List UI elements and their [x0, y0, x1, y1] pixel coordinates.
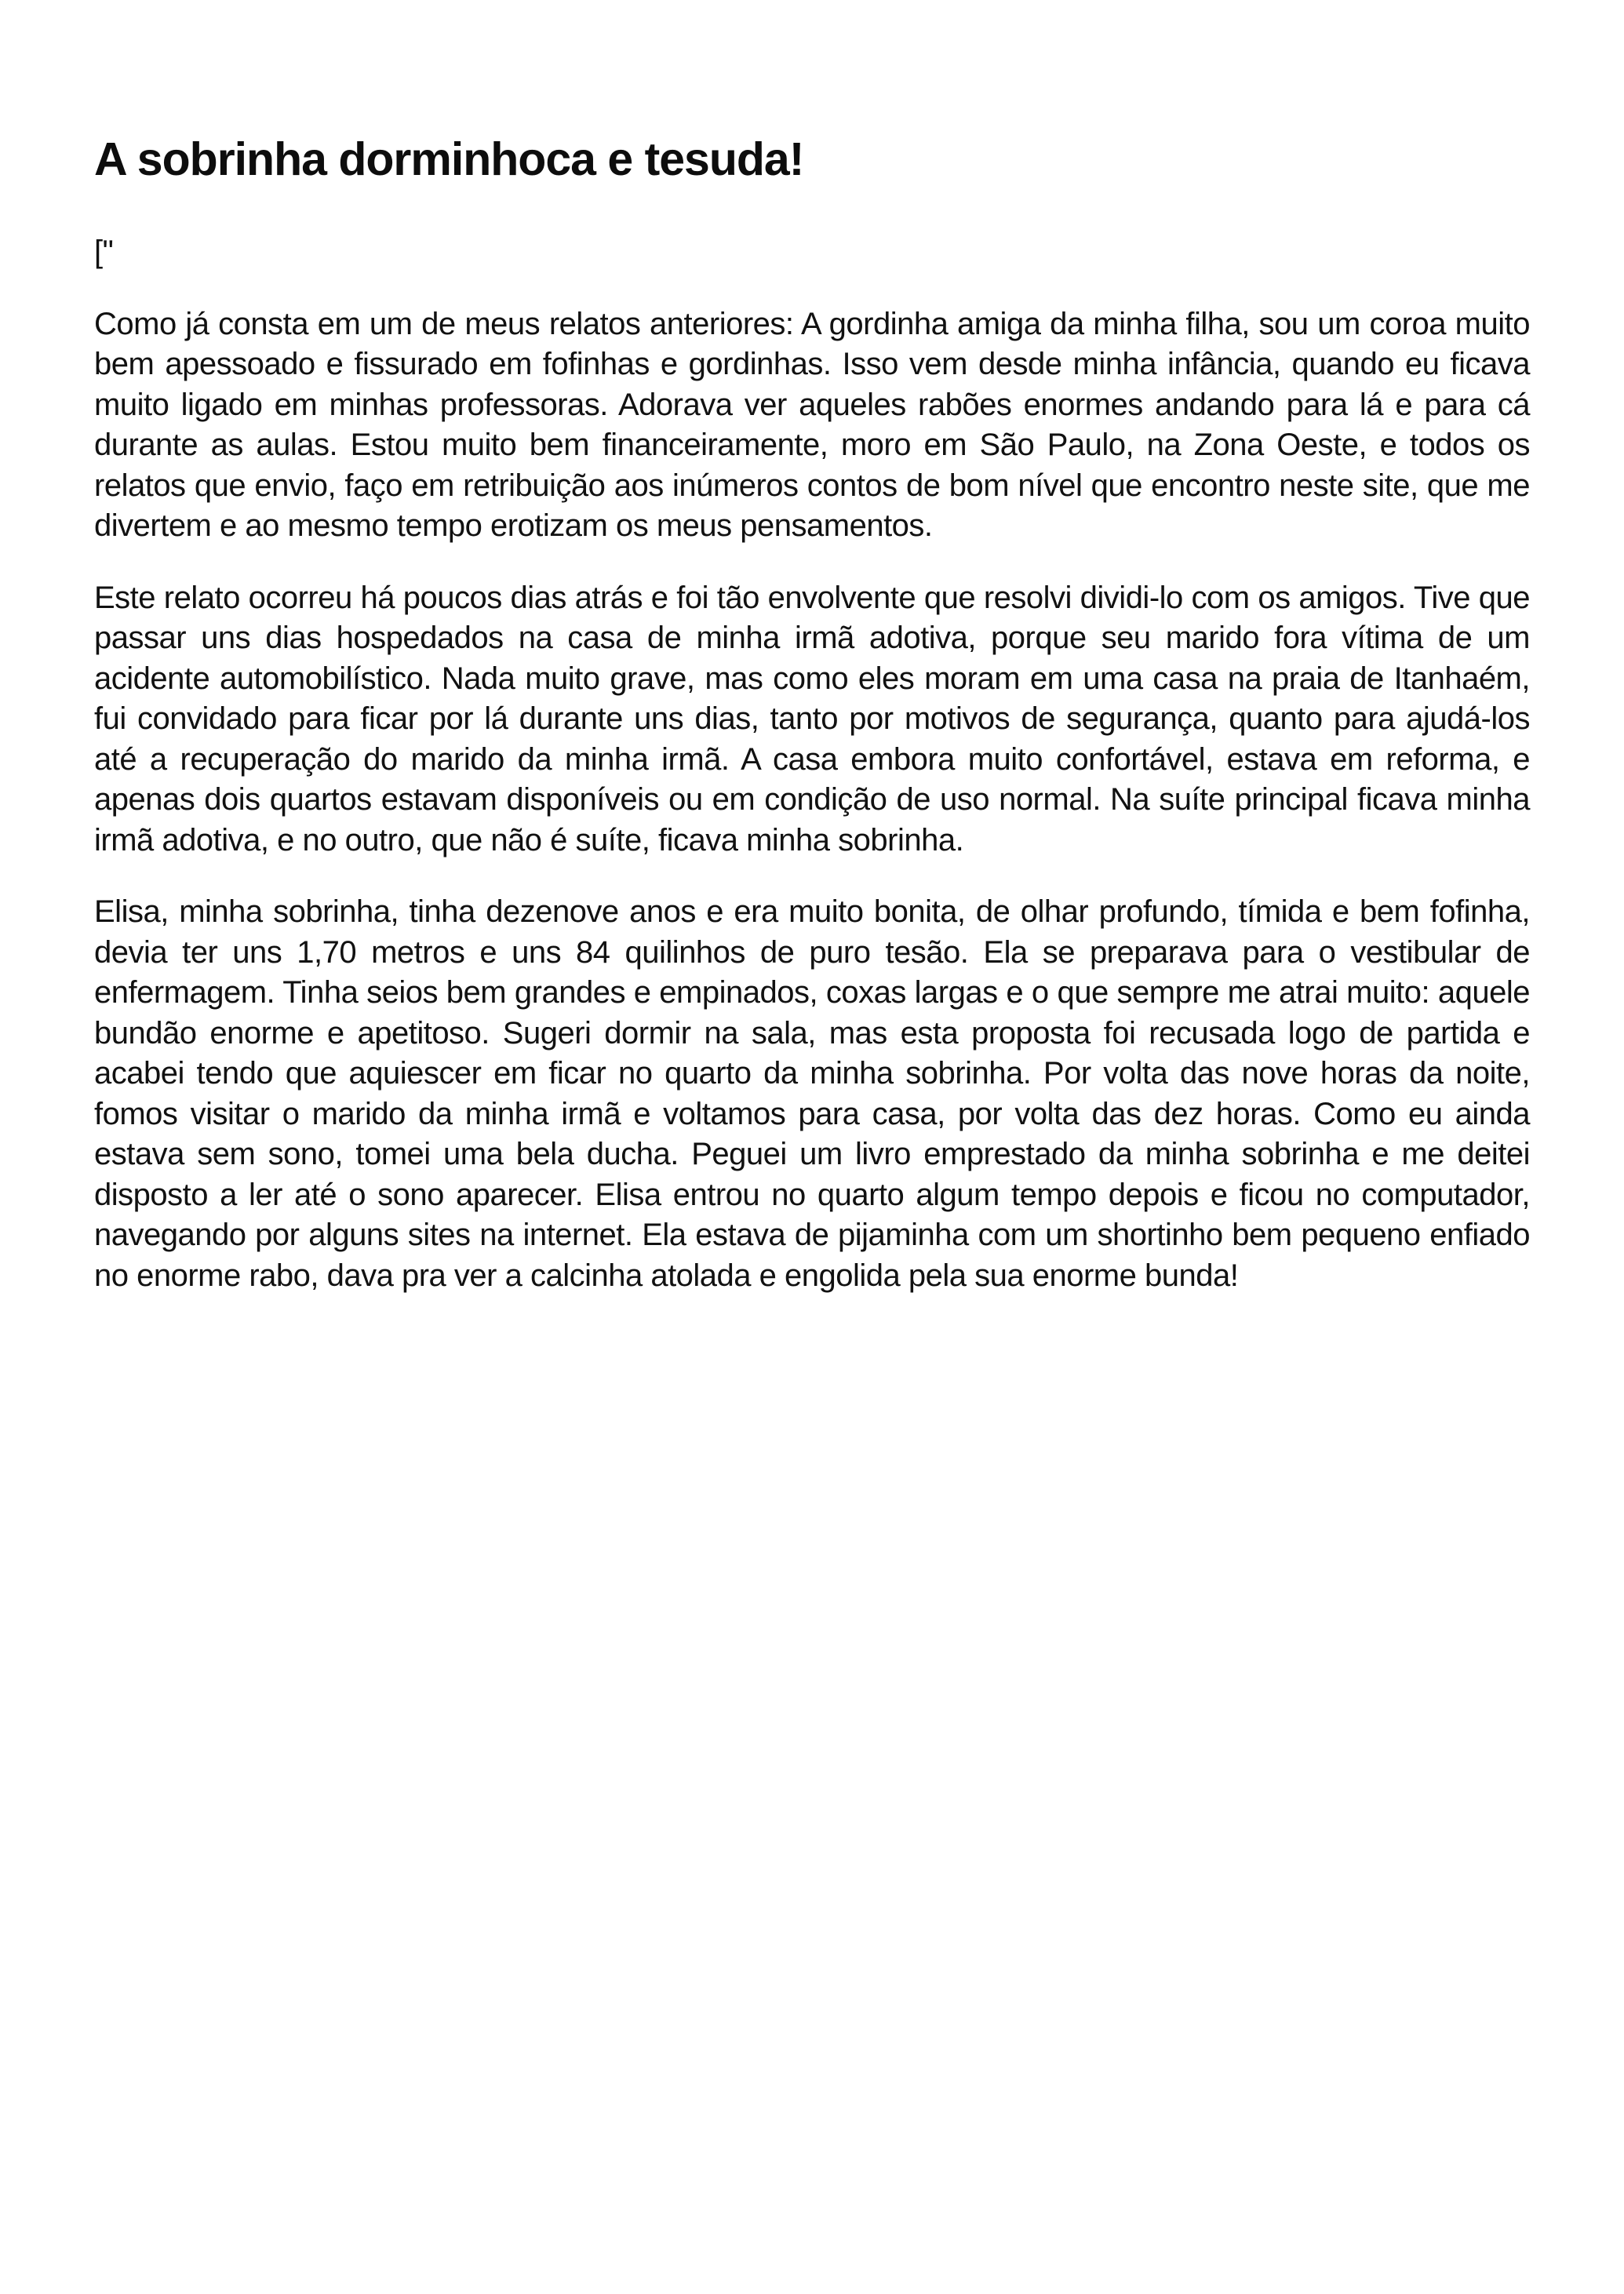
opening-quote-marker: [": [94, 235, 114, 269]
page-title: A sobrinha dorminhoca e tesuda!: [94, 133, 804, 185]
story-paragraph-1: Como já consta em um de meus relatos anteriores: A gordinha amiga da minha filha, sou um coroa muito bem apessoado e fissurado em fofinhas e gordinhas. Isso vem desde minha infância, quando eu ficava muito ligado em minhas professoras. Adorava ver aqueles rabões enormes andando para lá e para cá durante as aulas. Estou muito bem financeiramente, moro em São Paulo, na Zona Oeste, e todos os relatos que envio, faço em retribuição aos inúmeros contos de bom nível que encontro neste site, que me divertem e ao mesmo tempo erotizam os meus pensamentos.: [94, 306, 1530, 543]
story-paragraph-3: Elisa, minha sobrinha, tinha dezenove anos e era muito bonita, de olhar profundo, tímida e bem fofinha, devia ter uns 1,70 metros e uns 84 quilinhos de puro tesão. Ela se preparava para o vestibular de enfermagem. Tinha seios bem grandes e empinados, coxas largas e o que sempre me atrai muito: aquele bundão enorme e apetitoso. Sugeri dormir na sala, mas esta proposta foi recusada logo de partida e acabei tendo que aquiescer em ficar no quarto da minha sobrinha. Por volta das nove horas da noite, fomos visitar o marido da minha irmã e voltamos para casa, por volta das dez horas. Como eu ainda estava sem sono, tomei uma bela ducha. Peguei um livro emprestado da minha sobrinha e me deitei disposto a ler até o sono aparecer. Elisa entrou no quarto algum tempo depois e ficou no computador, navegando por alguns sites na internet. Ela estava de pijaminha com um shortinho bem pequeno enfiado no enorme rabo, dava pra ver a calcinha atolada e engolida pela sua enorme bunda!: [94, 894, 1530, 1293]
story-paragraph-2: Este relato ocorreu há poucos dias atrás e foi tão envolvente que resolvi dividi-lo com os amigos. Tive que passar uns dias hospedados na casa de minha irmã adotiva, porque seu marido fora vítima de um acidente automobilístico. Nada muito grave, mas como eles moram em uma casa na praia de Itanhaém, fui convidado para ficar por lá durante uns dias, tanto por motivos de segurança, quanto para ajudá-los até a recuperação do marido da minha irmã. A casa embora muito confortável, estava em reforma, e apenas dois quartos estavam disponíveis ou em condição de uso normal. Na suíte principal ficava minha irmã adotiva, e no outro, que não é suíte, ficava minha sobrinha.: [94, 580, 1530, 858]
